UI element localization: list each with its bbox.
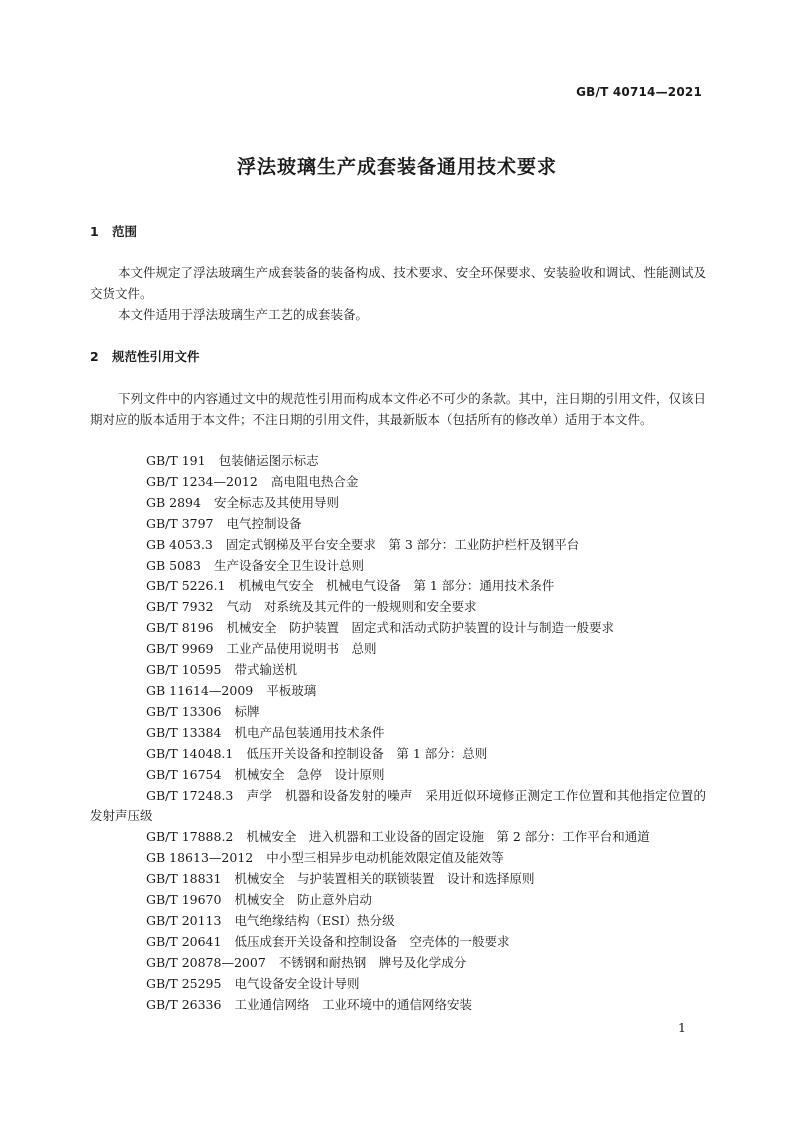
section-1-title: 范围: [112, 224, 138, 239]
reference-title: 机械安全 进入机器和工业设备的固定设施 第 2 部分：工作平台和通道: [246, 829, 650, 845]
reference-title: 固定式钢梯及平台安全要求 第 3 部分：工业防护栏杆及钢平台: [225, 536, 580, 552]
reference-code: GB/T 20878—2007: [146, 954, 266, 970]
section-2-heading: [90, 347, 200, 365]
section-1-heading: [90, 222, 137, 240]
reference-title: 不锈钢和耐热钢 牌号及化学成分: [278, 954, 467, 970]
reference-item: [90, 660, 706, 681]
reference-item: [90, 618, 706, 639]
section-1-paragraph-1: 本文件规定了浮法玻璃生产成套装备的装备构成、技术要求、安全环保要求、安装验收和调试、性能测试及交货文件。: [90, 265, 706, 301]
reference-item: [90, 974, 706, 995]
reference-item: [90, 556, 706, 577]
reference-title: 机械安全 与护装置相关的联锁装置 设计和选择原则: [234, 871, 535, 887]
reference-code: GB 11614—2009: [146, 682, 254, 698]
reference-item: [90, 702, 706, 723]
standard-code: GB/T 40714—2021: [576, 85, 702, 99]
reference-title: 机电产品包装通用技术条件: [234, 724, 385, 740]
section-1-paragraph-2: 本文件适用于浮法玻璃生产工艺的成套装备。: [118, 307, 369, 322]
reference-title: 高电阻电热合金: [270, 473, 359, 489]
reference-item: [90, 827, 706, 848]
reference-code: GB/T 8196: [146, 620, 214, 636]
reference-item: [90, 493, 706, 514]
reference-code: GB/T 3797: [146, 515, 214, 531]
reference-item: [90, 953, 706, 974]
reference-code: GB/T 16754: [146, 766, 222, 782]
reference-code: GB 2894: [146, 494, 201, 510]
reference-code: GB/T 10595: [146, 662, 222, 678]
reference-code: GB/T 20641: [146, 933, 222, 949]
document-title: 浮法玻璃生产成套装备通用技术要求: [236, 156, 557, 178]
reference-title: 电气控制设备: [226, 515, 302, 531]
reference-item: [90, 995, 706, 1016]
reference-title: 平板玻璃: [266, 682, 317, 698]
reference-item: [90, 786, 706, 828]
reference-code: GB/T 13384: [146, 724, 222, 740]
reference-item: [90, 576, 706, 597]
reference-item: [90, 765, 706, 786]
reference-item: [90, 639, 706, 660]
reference-code: GB 4053.3: [146, 536, 213, 552]
reference-title: 机械安全 急停 设计原则: [234, 766, 385, 782]
reference-item: [90, 869, 706, 890]
reference-item: [90, 681, 706, 702]
reference-item: [90, 451, 706, 472]
reference-title: 声学 机器和设备发射的噪声 采用近似环境修正测定工作位置和其他指定位置的发射声压级: [90, 787, 706, 824]
reference-title: 生产设备安全卫生设计总则: [213, 557, 364, 573]
reference-title: 低压成套开关设备和控制设备 空壳体的一般要求: [234, 933, 510, 949]
reference-item: [90, 932, 706, 953]
reference-title: 机械安全 防止意外启动: [234, 892, 372, 908]
reference-code: GB/T 20113: [146, 912, 222, 928]
reference-item: [90, 848, 706, 869]
reference-code: GB/T 191: [146, 453, 206, 468]
reference-item: [90, 472, 706, 493]
reference-title: 包装储运图示标志: [218, 453, 319, 468]
reference-item: [90, 911, 706, 932]
reference-code: GB/T 18831: [146, 871, 222, 887]
reference-code: GB/T 9969: [146, 641, 214, 657]
reference-title: 电气设备安全设计导则: [234, 975, 360, 991]
reference-code: GB/T 25295: [146, 975, 222, 991]
reference-title: 工业产品使用说明书 总则: [226, 641, 377, 657]
reference-code: GB/T 19670: [146, 892, 222, 908]
reference-title: 电气绝缘结构（ESI）热分级: [234, 912, 395, 928]
reference-code: GB/T 14048.1: [146, 745, 234, 761]
reference-title: 中小型三相异步电动机能效限定值及能效等: [266, 850, 504, 866]
reference-item: [90, 744, 706, 765]
section-2-title: 规范性引用文件: [112, 349, 200, 364]
reference-code: GB/T 5226.1: [146, 578, 226, 594]
section-2-intro: 下列文件中的内容通过文中的规范性引用而构成本文件必不可少的条款。其中，注日期的引用文件，仅该日期对应的版本适用于本文件；不注日期的引用文件，其最新版本（包括所有的修改单）适用于本文件。: [90, 391, 706, 427]
reference-code: GB 18613—2012: [146, 850, 254, 866]
reference-title: 工业通信网络 工业环境中的通信网络安装: [234, 996, 472, 1012]
reference-list: [90, 451, 706, 1015]
reference-code: GB/T 1234—2012: [146, 473, 258, 489]
reference-title: 低压开关设备和控制设备 第 1 部分：总则: [246, 745, 488, 761]
page-number: 1: [678, 1020, 686, 1035]
reference-title: 机械安全 防护装置 固定式和活动式防护装置的设计与制造一般要求: [226, 620, 615, 636]
reference-item: [90, 514, 706, 535]
reference-code: GB/T 17888.2: [146, 829, 234, 845]
reference-code: GB/T 13306: [146, 703, 222, 719]
reference-title: 标牌: [234, 703, 260, 719]
reference-title: 机械电气安全 机械电气设备 第 1 部分：通用技术条件: [238, 578, 555, 594]
reference-title: 气动 对系统及其元件的一般规则和安全要求: [226, 599, 477, 615]
reference-item: [90, 723, 706, 744]
reference-code: GB/T 7932: [146, 599, 214, 615]
reference-code: GB 5083: [146, 557, 201, 573]
reference-title: 安全标志及其使用导则: [213, 494, 339, 510]
reference-item: [90, 535, 706, 556]
reference-code: GB/T 17248.3: [146, 787, 234, 803]
reference-item: [90, 890, 706, 911]
reference-title: 带式输送机: [234, 662, 297, 678]
reference-code: GB/T 26336: [146, 996, 222, 1012]
reference-item: [90, 597, 706, 618]
section-1-number: 1: [90, 224, 99, 239]
section-2-number: 2: [90, 349, 99, 364]
